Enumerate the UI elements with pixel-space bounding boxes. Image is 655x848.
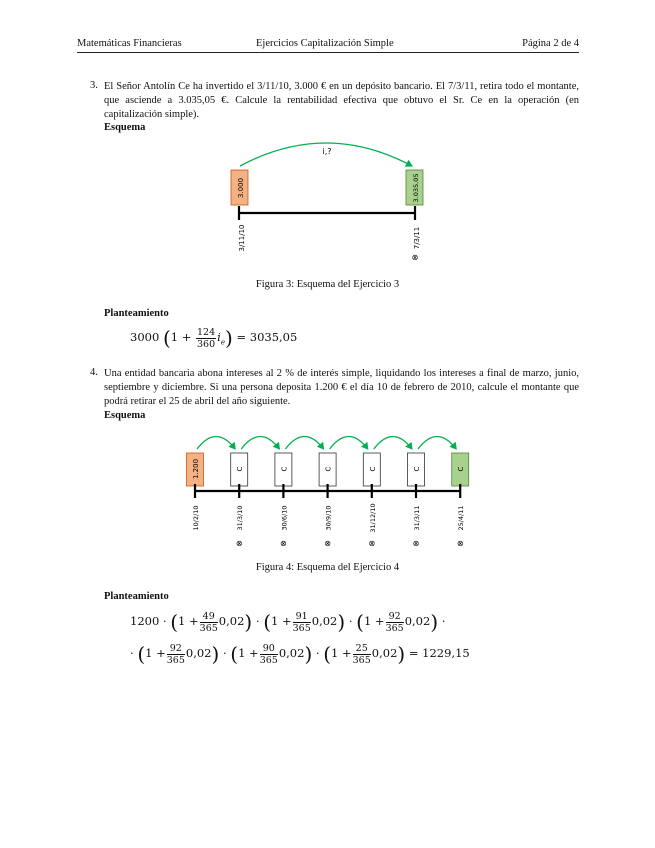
exercise-4-number: 4. xyxy=(90,367,98,378)
ex3-marker: ⊗ xyxy=(411,253,419,262)
ex4-box-label: C xyxy=(368,466,377,472)
ex4-arrow xyxy=(241,437,279,450)
header-center: Ejercicios Capitalización Simple xyxy=(256,38,394,49)
ex4-box-label: C xyxy=(280,466,289,472)
header-left: Matemáticas Financieras xyxy=(77,38,182,49)
exercise-4-text: Una entidad bancaria abona intereses al 2 % de interés simple, liquidando los intereses a final de marzo, junio, septiembre y diciembre. Si una persona deposita 1.200 € el día 10 de febrero de 2010, calcule el montante que podrá retirar el 25 de abril del año siguiente. xyxy=(104,368,579,407)
ex4-box-label: C xyxy=(457,466,466,472)
ex4-date: 31/3/11 xyxy=(413,505,421,531)
exercise-3-plan-heading: Planteamiento xyxy=(104,308,169,319)
ex4-arrow xyxy=(285,437,323,450)
ex3-box-right-label: 3.035,05 xyxy=(412,173,420,203)
exercise-4-plan-heading: Planteamiento xyxy=(104,591,169,602)
exercise-3-equation: 3000 (1 + $\frac{124}{360}$ $i_e) = 3035,05$ xyxy=(130,326,298,350)
ex4-box-label: C xyxy=(413,466,421,472)
ex4-marker: ⊗ xyxy=(412,539,420,548)
ex4-arrow xyxy=(418,437,456,450)
ex4-arrow xyxy=(374,437,412,450)
ex4-date: 30/9/10 xyxy=(324,505,333,531)
exercise-4-equation-line-1: 1200 · (1 + $\frac{49}{365}$ 0,02) · (1 + $\frac{91}{365}$ 0,02) · (1 + $\frac{92}{365}$ 0,02) · xyxy=(130,610,446,634)
ex4-date: 31/3/10 xyxy=(236,505,245,531)
ex4-marker: ⊗ xyxy=(235,539,243,548)
ex4-date: 30/6/10 xyxy=(280,505,289,531)
ex4-date: 25/4/11 xyxy=(457,505,466,531)
exercise-4-scheme-heading: Esquema xyxy=(104,410,146,421)
exercise-3-text: El Señor Antolín Ce ha invertido el 3/11/10, 3.000 € en un depósito bancario. El 7/3/11, retira todo el montante, que asciende a 3.035,05 €. Calcule la rentabilidad efectiva que obtuvo el Sr. Ce en la operación (en capitalización simple). xyxy=(104,81,579,120)
ex4-arrow xyxy=(330,437,368,450)
ex4-date: 31/12/10 xyxy=(368,503,377,533)
ex3-rate-label: i,? xyxy=(322,147,332,156)
ex3-date-left: 3/11/10 xyxy=(238,224,246,252)
exercise-3-number: 3. xyxy=(90,80,98,91)
exercise-4-caption: Figura 4: Esquema del Ejercicio 4 xyxy=(255,562,400,573)
ex3-date-right: 7/3/11 xyxy=(413,226,421,250)
header-right: Página 2 de 4 xyxy=(522,38,579,49)
ex4-date: 10/2/10 xyxy=(192,505,200,531)
exercise-4-equation-line-2: · (1 + $\frac{92}{365}$ 0,02) · (1 + $\frac{90}{365}$ 0,02) · (1 + $\frac{25}{365}$ 0,02) = 1229,15 xyxy=(130,642,470,666)
ex4-box-label: 1.200 xyxy=(192,458,200,480)
ex4-box-label: C xyxy=(324,466,333,472)
exercise-3-scheme-heading: Esquema xyxy=(104,122,146,133)
ex4-box-label: C xyxy=(236,466,245,472)
ex4-marker: ⊗ xyxy=(456,539,464,548)
ex4-arrow xyxy=(197,437,235,450)
ex4-marker: ⊗ xyxy=(368,539,376,548)
ex3-box-left-label: 3.000 xyxy=(237,177,245,199)
ex4-marker: ⊗ xyxy=(280,539,287,548)
exercise-3-caption: Figura 3: Esquema del Ejercicio 3 xyxy=(255,279,400,290)
ex4-marker: ⊗ xyxy=(324,539,331,548)
